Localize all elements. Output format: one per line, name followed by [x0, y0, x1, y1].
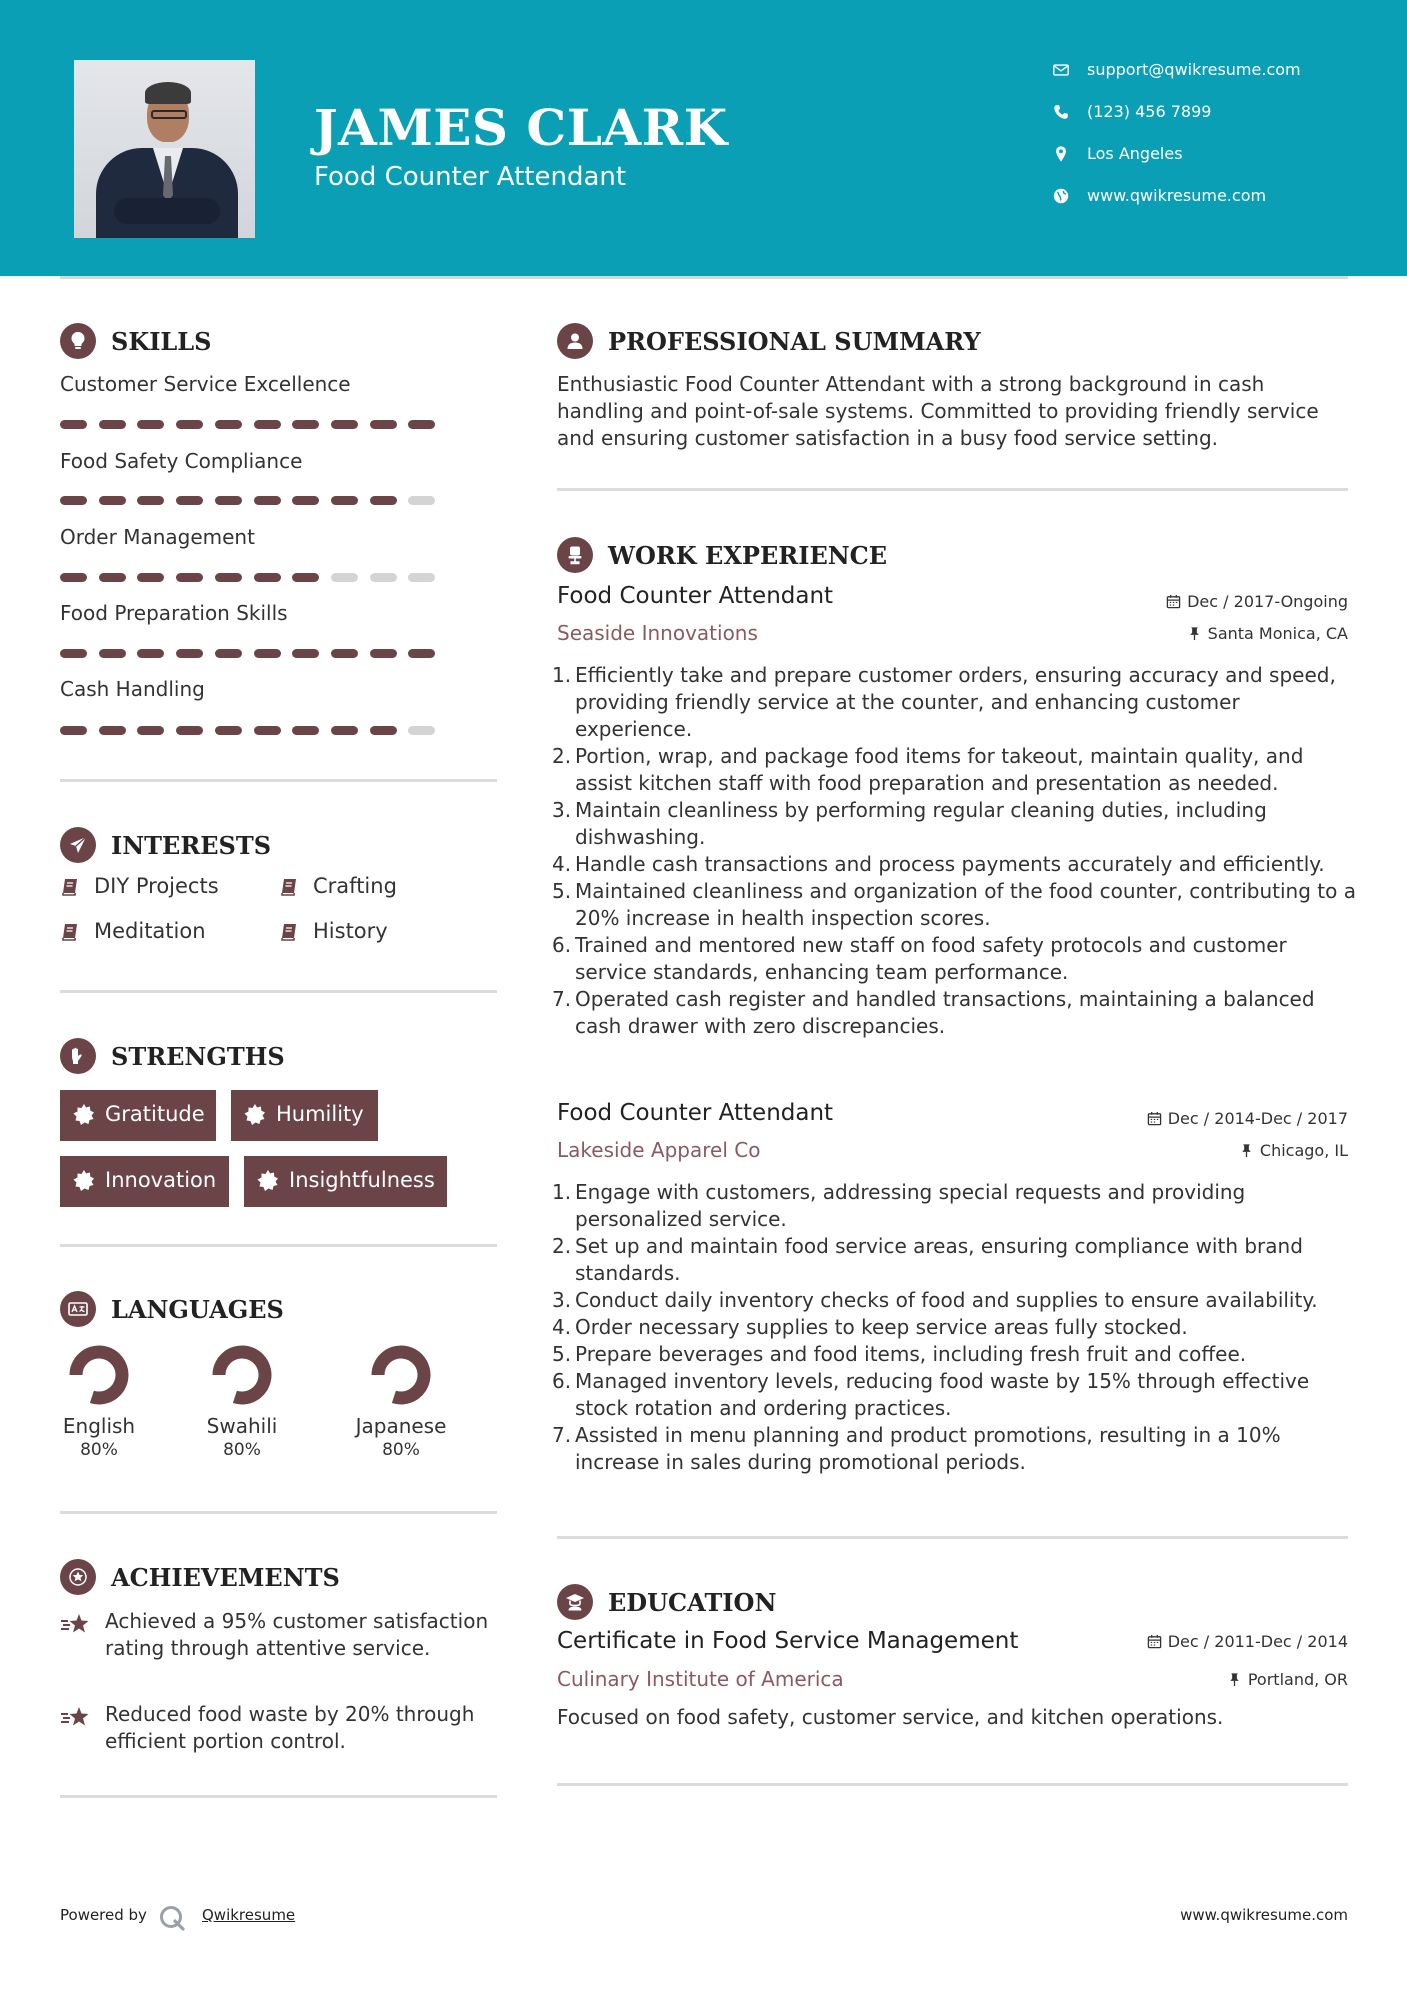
section-divider	[557, 1783, 1348, 1786]
skill-dot	[292, 649, 319, 658]
education-title: EDUCATION	[608, 1588, 777, 1617]
skill-rating	[60, 573, 440, 582]
pin-icon	[1187, 626, 1202, 641]
shooting-star-icon	[60, 1612, 92, 1638]
job-date-text: Dec / 2014-Dec / 2017	[1167, 1109, 1348, 1128]
skill-rating	[60, 420, 440, 429]
interest-label: Crafting	[313, 874, 397, 898]
skill-dot	[370, 573, 397, 582]
skill-dot	[215, 649, 242, 658]
pin-icon	[1227, 1672, 1242, 1687]
duty-item: 3. Conduct daily inventory checks of food and supplies to ensure availability.	[552, 1288, 1318, 1312]
phone-icon	[1052, 103, 1070, 121]
job-company: Lakeside Apparel Co	[557, 1138, 761, 1162]
skill-dot	[137, 573, 164, 582]
job-location	[1187, 624, 1348, 643]
candidate-name: JAMES CLARK	[314, 98, 728, 157]
globe-icon	[1052, 187, 1070, 205]
skill-label: Order Management	[60, 525, 255, 549]
skill-rating	[60, 649, 440, 658]
skill-dot	[254, 573, 281, 582]
section-divider	[60, 1244, 497, 1247]
education-date	[1147, 1632, 1348, 1651]
skill-dot	[254, 420, 281, 429]
map-pin-icon	[1052, 145, 1070, 163]
skill-label: Food Safety Compliance	[60, 449, 303, 473]
duty-item: 4. Handle cash transactions and process payments accurately and efficiently.	[552, 852, 1325, 876]
strength-tag	[231, 1090, 378, 1141]
skill-dot	[215, 573, 242, 582]
strength-tag	[60, 1090, 216, 1141]
language-level-arc	[378, 1352, 424, 1398]
skill-dot	[215, 726, 242, 735]
skill-dot	[408, 573, 435, 582]
education-school: Culinary Institute of America	[557, 1667, 844, 1691]
skill-dot	[215, 420, 242, 429]
interest-label: History	[313, 919, 388, 943]
skill-dot	[370, 496, 397, 505]
profile-photo	[74, 60, 255, 238]
job-location	[1239, 1141, 1348, 1160]
skill-dot	[99, 420, 126, 429]
skill-dot	[176, 726, 203, 735]
envelope-icon	[1052, 61, 1070, 79]
experience-title: WORK EXPERIENCE	[608, 541, 888, 570]
skill-dot	[99, 649, 126, 658]
duty-item: 2. Set up and maintain food service areas, ensuring compliance with brand standards.	[552, 1234, 1303, 1285]
summary-title: PROFESSIONAL SUMMARY	[608, 327, 981, 356]
achievements-title: ACHIEVEMENTS	[111, 1563, 340, 1592]
skill-rating	[60, 726, 440, 735]
badge-icon	[256, 1169, 280, 1193]
section-divider	[60, 779, 497, 782]
skills-title: SKILLS	[111, 327, 212, 356]
book-icon	[60, 877, 80, 897]
job-date	[1166, 592, 1348, 611]
skill-dot	[408, 420, 435, 429]
skill-dot	[137, 649, 164, 658]
language-percent: 80%	[80, 1440, 118, 1460]
skill-dot	[176, 420, 203, 429]
contact-website-text: www.qwikresume.com	[1087, 186, 1267, 205]
language-level-ring	[368, 1342, 434, 1408]
achievement-text: Achieved a 95% customer satisfaction rating through attentive service.	[105, 1609, 489, 1660]
strength-tag	[60, 1156, 229, 1207]
section-divider	[557, 1536, 1348, 1539]
contact-location-text: Los Angeles	[1087, 144, 1183, 163]
summary-text: Enthusiastic Food Counter Attendant with a strong background in cash handling and point-of-sale systems. Committed to providing friendly service and ensuring customer satisfaction in a busy food service setting.	[557, 372, 1319, 450]
skill-dot	[408, 496, 435, 505]
skill-dot	[254, 726, 281, 735]
skill-dot	[60, 573, 87, 582]
badge-icon	[243, 1103, 267, 1127]
translate-icon	[60, 1291, 96, 1327]
skill-dot	[176, 649, 203, 658]
duty-item: 6. Managed inventory levels, reducing food waste by 15% through effective stock rotation and ordering practices.	[552, 1369, 1310, 1420]
language-percent: 80%	[382, 1440, 420, 1460]
achievement-text: Reduced food waste by 20% through efficient portion control.	[105, 1702, 475, 1753]
skill-dot	[331, 573, 358, 582]
language-level-ring	[66, 1342, 132, 1408]
skill-dot	[215, 496, 242, 505]
language-item	[177, 1342, 307, 1460]
skill-dot	[331, 496, 358, 505]
book-icon	[279, 922, 299, 942]
language-level-ring	[209, 1342, 275, 1408]
section-divider	[557, 488, 1348, 491]
paper-plane-icon	[60, 827, 96, 863]
strength-tag	[244, 1156, 447, 1207]
strengths-title: STRENGTHS	[111, 1042, 285, 1071]
duty-item: 4. Order necessary supplies to keep service areas fully stocked.	[552, 1315, 1188, 1339]
job-company: Seaside Innovations	[557, 621, 758, 645]
skill-dot	[254, 496, 281, 505]
skill-dot	[370, 420, 397, 429]
job-title: Food Counter Attendant	[557, 583, 834, 609]
job-location-text: Santa Monica, CA	[1207, 624, 1348, 643]
skill-dot	[60, 496, 87, 505]
calendar-icon	[1166, 594, 1181, 609]
resume-header	[0, 0, 1407, 276]
skill-rating	[60, 496, 440, 505]
header-divider	[60, 276, 1348, 279]
skill-dot	[292, 496, 319, 505]
pin-icon	[1239, 1143, 1254, 1158]
candidate-title: Food Counter Attendant	[314, 162, 627, 192]
skill-label: Cash Handling	[60, 677, 205, 701]
duty-item: 1. Efficiently take and prepare customer orders, ensuring accuracy and speed, providing friendly service at the counter, and enhancing customer experience.	[552, 663, 1336, 741]
footer-url[interactable]: www.qwikresume.com	[1180, 1906, 1348, 1924]
interest-label: DIY Projects	[94, 874, 219, 898]
strength-label: Gratitude	[105, 1102, 205, 1126]
skill-dot	[60, 649, 87, 658]
strength-label: Insightfulness	[289, 1168, 435, 1192]
calendar-icon	[1147, 1634, 1162, 1649]
skill-dot	[99, 573, 126, 582]
book-icon	[279, 877, 299, 897]
skill-dot	[331, 420, 358, 429]
skill-dot	[254, 649, 281, 658]
job-date-text: Dec / 2017-Ongoing	[1187, 592, 1348, 611]
skill-dot	[370, 726, 397, 735]
duty-item: 5. Prepare beverages and food items, including fresh fruit and coffee.	[552, 1342, 1247, 1366]
skill-dot	[292, 726, 319, 735]
language-percent: 80%	[223, 1440, 261, 1460]
lightbulb-icon	[60, 323, 96, 359]
user-icon	[557, 323, 593, 359]
education-degree: Certificate in Food Service Management	[557, 1628, 1019, 1654]
office-chair-icon	[557, 537, 593, 573]
powered-by-text: Powered by	[60, 1906, 147, 1924]
skill-dot	[137, 496, 164, 505]
fist-icon	[60, 1038, 96, 1074]
skill-dot	[176, 496, 203, 505]
skill-label: Food Preparation Skills	[60, 601, 288, 625]
skill-dot	[137, 420, 164, 429]
strength-label: Humility	[276, 1102, 364, 1126]
skill-dot	[137, 726, 164, 735]
job-location-text: Chicago, IL	[1259, 1141, 1348, 1160]
skill-dot	[99, 726, 126, 735]
duty-item: 1. Engage with customers, addressing special requests and providing personalized service.	[552, 1180, 1246, 1231]
skill-dot	[408, 649, 435, 658]
qwikresume-logo-icon	[158, 1904, 186, 1932]
star-badge-icon	[60, 1559, 96, 1595]
section-divider	[60, 1511, 497, 1514]
education-description: Focused on food safety, customer service, and kitchen operations.	[557, 1705, 1224, 1729]
skill-dot	[176, 573, 203, 582]
languages-title: LANGUAGES	[111, 1295, 284, 1324]
language-name: Swahili	[206, 1414, 278, 1438]
language-item	[336, 1342, 466, 1460]
badge-icon	[72, 1169, 96, 1193]
contact-phone-text: (123) 456 7899	[1087, 102, 1212, 121]
brand-link[interactable]: Qwikresume	[202, 1906, 296, 1924]
skill-dot	[292, 573, 319, 582]
achievement-item	[60, 1608, 500, 1692]
skill-dot	[331, 726, 358, 735]
education-location	[1227, 1670, 1348, 1689]
education-date-text: Dec / 2011-Dec / 2014	[1167, 1632, 1348, 1651]
language-name: Japanese	[355, 1414, 447, 1438]
language-item	[34, 1342, 164, 1460]
skill-dot	[99, 496, 126, 505]
duty-item: 7. Assisted in menu planning and product promotions, resulting in a 10% increase in sales during promotional periods.	[552, 1423, 1281, 1474]
skill-dot	[292, 420, 319, 429]
job-duties	[552, 1179, 1357, 1476]
section-divider	[60, 1795, 497, 1798]
duty-item: 3. Maintain cleanliness by performing regular cleaning duties, including dishwashing.	[552, 798, 1267, 849]
skill-dot	[331, 649, 358, 658]
section-divider	[60, 990, 497, 993]
language-name: English	[62, 1414, 136, 1438]
interest-label: Meditation	[94, 919, 206, 943]
job-date	[1147, 1109, 1348, 1128]
contact-email-text: support@qwikresume.com	[1087, 60, 1301, 79]
duty-item: 7. Operated cash register and handled transactions, maintaining a balanced cash drawer with zero discrepancies.	[552, 987, 1315, 1038]
skill-label: Customer Service Excellence	[60, 372, 351, 396]
job-duties	[552, 662, 1357, 1040]
education-location-text: Portland, OR	[1247, 1670, 1348, 1689]
duty-item: 5. Maintained cleanliness and organization of the food counter, contributing to a 20% increase in health inspection scores.	[552, 879, 1356, 930]
strength-label: Innovation	[105, 1168, 217, 1192]
skill-dot	[60, 420, 87, 429]
skill-dot	[370, 649, 397, 658]
achievement-item	[60, 1701, 500, 1757]
job-title: Food Counter Attendant	[557, 1100, 834, 1126]
language-level-arc	[219, 1352, 265, 1398]
graduate-icon	[557, 1584, 593, 1620]
interests-title: INTERESTS	[111, 831, 272, 860]
duty-item: 2. Portion, wrap, and package food items for takeout, maintain quality, and assist kitchen staff with food preparation and presentation as needed.	[552, 744, 1304, 795]
language-level-arc	[76, 1352, 122, 1398]
calendar-icon	[1147, 1111, 1162, 1126]
skill-dot	[408, 726, 435, 735]
shooting-star-icon	[60, 1705, 92, 1731]
book-icon	[60, 922, 80, 942]
badge-icon	[72, 1103, 96, 1127]
skill-dot	[60, 726, 87, 735]
duty-item: 6. Trained and mentored new staff on food safety protocols and customer service standards, enhancing team performance.	[552, 933, 1287, 984]
